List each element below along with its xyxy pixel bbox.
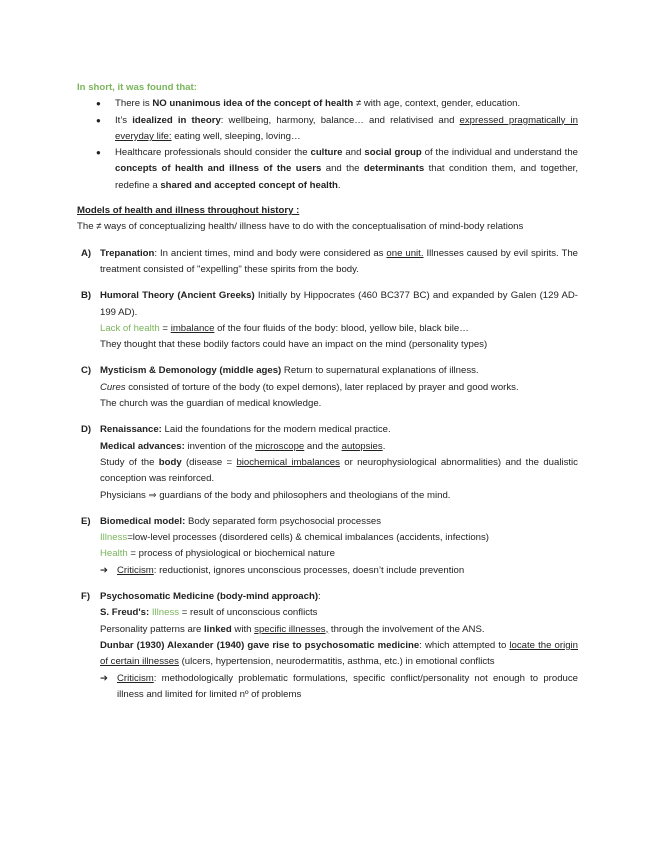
models-title: Models of health and illness throughout history : bbox=[77, 205, 300, 217]
summary-heading: In short, it was found that: bbox=[77, 82, 197, 93]
item-label: F) bbox=[81, 591, 91, 603]
model-biomedical: E) Biomedical model: Body separated form psychosocial processes Illness=low-level processes (disordered cells) & chemical imbalances (accidents, infections) Health = process of physiological or biochemical nature ➔ Criticism: reductionist, ignores unconscious processes, doesn’t include prevention bbox=[77, 514, 578, 579]
list-item: ● Healthcare professionals should consider the culture and social group of the individual and understand the concepts of health and illness of the users and the determinants that condition them, and together, redefine a shared and accepted concept of health. bbox=[96, 147, 578, 191]
item-label: B) bbox=[81, 290, 92, 302]
item-label: E) bbox=[81, 515, 91, 527]
model-humoral-theory: B) Humoral Theory (Ancient Greeks) Initially by Hippocrates (460 BC377 BC) and expanded by Galen (129 AD-199 AD). Lack of health = imbalance of the four fluids of the body: blood, yellow bile, black bile… They thought that these bodily factors could have an impact on the mind (personality types) bbox=[81, 290, 578, 351]
document-page bbox=[77, 80, 578, 703]
model-trepanation: A) Trepanation: In ancient times, mind and body were considered as one unit. Illnesses caused by evil spirits. The treatment consisted of "expelling" these spirits from the body. bbox=[81, 247, 579, 275]
list-item: ● There is NO unanimous idea of the concept of health ≠ with age, context, gender, education. bbox=[77, 96, 578, 112]
item-label: A) bbox=[81, 247, 92, 259]
arrow-icon: ➔ bbox=[100, 564, 109, 576]
model-mysticism: C) Mysticism & Demonology (middle ages) Return to supernatural explanations of illness. Cures consisted of torture of the body (to expel demons), later replaced by prayer and good works. The church was the guardian of medical knowledge. bbox=[81, 365, 519, 410]
model-renaissance: D) Renaissance: Laid the foundations for the modern medical practice. Medical advances: invention of the microscope and the autopsies. Study of the body (disease = biochemical imbalances or neurophysiological abnormalities) and the dualistic conception was reinforced. Physicians ⇒ guardians of the body and philosophers and theologians of the mind. bbox=[81, 424, 578, 501]
list-item: ● It’s idealized in theory: wellbeing, harmony, balance… and relativised and expressed pragmatically in everyday life: eating well, sleeping, loving… bbox=[96, 114, 578, 142]
arrow-icon: ➔ bbox=[100, 672, 109, 684]
summary-list bbox=[77, 96, 578, 194]
item-label: C) bbox=[81, 365, 92, 377]
model-psychosomatic: F) Psychosomatic Medicine (body-mind approach): S. Freud's: Illness = result of unconscious conflicts Personality patterns are linked with specific illnesses, through the involvement of the ANS. Dunbar (1930) Alexander (1940) gave rise to psychosomatic medicine: which attempted to locate the origin of certain illnesses (ulcers, hypertension, neurodermatitis, asthma, etc.) in emotional conflicts ➔ Criticism: methodologically problematic formulations, specific conflict/personality not enough to produce illness and limited for limited nº of problems bbox=[81, 591, 578, 700]
bullet-icon: ● bbox=[96, 115, 101, 125]
models-intro: The ≠ ways of conceptualizing health/ illness have to do with the conceptualisation of mind-body relations bbox=[77, 221, 524, 233]
bullet-icon: ● bbox=[96, 99, 101, 109]
bullet-icon: ● bbox=[96, 148, 101, 158]
item-label: D) bbox=[81, 424, 92, 436]
